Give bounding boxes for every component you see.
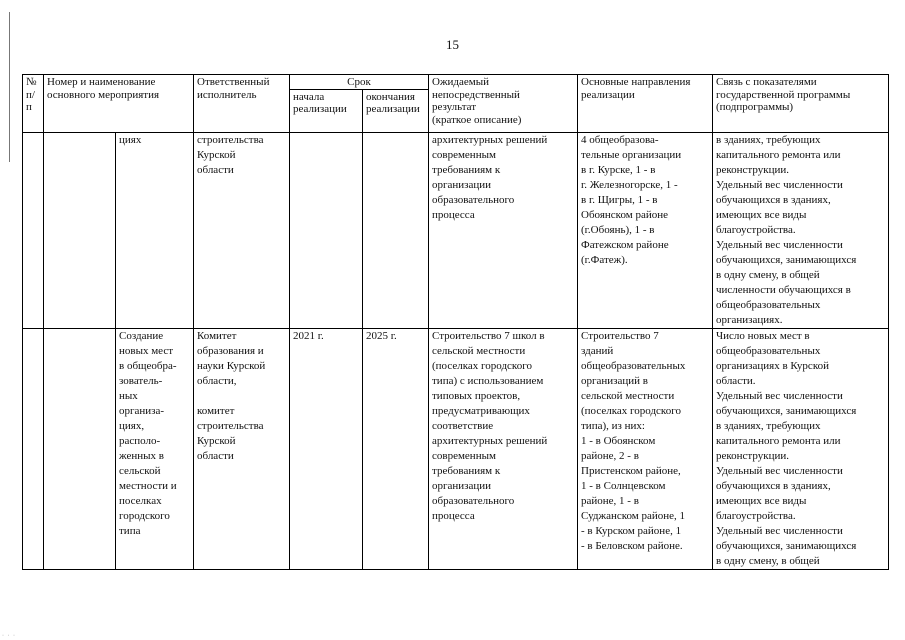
cell-indicators xyxy=(713,328,889,569)
header-term-end: окончания реализации xyxy=(363,89,429,132)
cell-event xyxy=(116,132,194,328)
directions-text: Строительство 7 зданий общеобразовательных организаций в сельской местности (поселках городского типа), из них: 1 - в Обоянском районе, 2 - в Пристенском районе, 1 - в Солнцевском районе, 1 - в Суджанском районе, 1 - в Курском районе, 1 - в Беловском районе. xyxy=(581,329,686,552)
cell-directions xyxy=(578,328,713,569)
table-row xyxy=(23,132,889,328)
header-expected-result: Ожидаемый непосредственный результат (краткое описание) xyxy=(429,75,578,133)
cell-expected-result xyxy=(429,132,578,328)
executor-text: строительства Курской области xyxy=(197,133,264,176)
cell-num xyxy=(23,132,44,328)
cell-directions xyxy=(578,132,713,328)
event-text: Создание новых мест в общеобра- зователь- ных организа- циях, располо- женных в сельской местности и поселках городского типа xyxy=(119,329,177,537)
page-number: 15 xyxy=(446,37,459,52)
header-executor: Ответственный исполнитель xyxy=(194,75,290,133)
indicators-text: Число новых мест в общеобразовательных организациях в Курской области. Удельный вес численности обучающихся, занимающихся в зданиях, требующих капитального ремонта или реконструкции. Удельный вес численности обучающихся в зданиях, имеющих все виды благоустройства. Удельный вес численности обучающихся, занимающихся в одну смену, в общей xyxy=(716,329,857,567)
cell-end xyxy=(363,132,429,328)
event-text: циях xyxy=(119,133,142,146)
cell-num xyxy=(23,328,44,569)
cell-start: 2021 г. xyxy=(290,328,363,569)
directions-text: 4 общеобразова- тельные организации в г. Курске, 1 - в г. Железногорске, 1 - в г. Щигры, 1 - в Обоянском районе (г.Обоянь), 1 - в Фатежском районе (г.Фатеж). xyxy=(581,133,682,266)
executor-text-2: комитет строительства Курской области xyxy=(197,404,264,462)
cell-expected-result xyxy=(429,328,578,569)
cell-executor xyxy=(194,328,290,569)
cell-num-spacer xyxy=(44,132,116,328)
scan-footer-mark: · · · xyxy=(2,633,16,639)
cell-event xyxy=(116,328,194,569)
expected-result-text: архитектурных решений современным требованиям к организации образовательного процесса xyxy=(432,133,548,221)
cell-end: 2025 г. xyxy=(363,328,429,569)
executor-text-1: Комитет образования и науки Курской области, xyxy=(197,329,266,387)
header-directions: Основные направления реализации xyxy=(578,75,713,133)
measures-table xyxy=(22,74,889,570)
cell-executor xyxy=(194,132,290,328)
left-margin-rule xyxy=(9,12,10,162)
expected-result-text: Строительство 7 школ в сельской местности (поселках городского типа) с использованием типовых проектов, предусматривающих соответствие архитектурных решений современным требованиям к организации образовательного процесса xyxy=(432,329,548,522)
cell-num-spacer xyxy=(44,328,116,569)
cell-indicators xyxy=(713,132,889,328)
cell-start xyxy=(290,132,363,328)
indicators-text: в зданиях, требующих капитального ремонта или реконструкции. Удельный вес численности обучающихся в зданиях, имеющих все виды благоустройства. Удельный вес численности обучающихся, занимающихся в одну смену, в общей численности обучающихся в общеобразовательных организациях. xyxy=(716,133,857,326)
header-term: Срок xyxy=(290,75,429,90)
table-row xyxy=(23,328,889,569)
header-indicators: Связь с показателями государственной программы (подпрограммы) xyxy=(713,75,889,133)
executor-gap xyxy=(197,389,286,404)
header-term-start: начала реализации xyxy=(290,89,363,132)
header-event: Номер и наименование основного мероприятия xyxy=(44,75,194,133)
header-num: № п/п xyxy=(23,75,44,133)
